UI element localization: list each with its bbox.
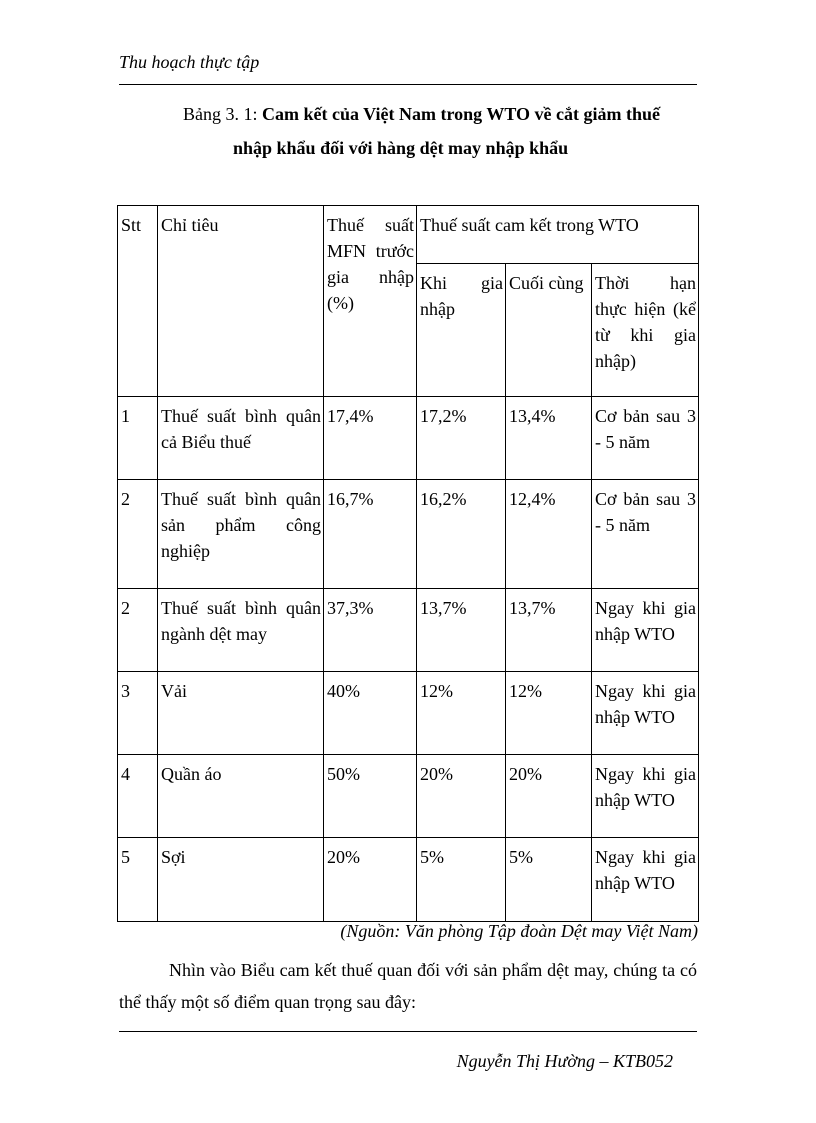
table-header-row [118, 206, 699, 264]
body-paragraph: Nhìn vào Biểu cam kết thuế quan đối với sản phẩm dệt may, chúng ta có thể thấy một số điểm quan trọng sau đây: [119, 960, 697, 1012]
tariff-table [117, 205, 699, 922]
cell-period: Ngay khi gia nhập WTO [592, 838, 699, 922]
cell-mfn: 40% [324, 672, 417, 755]
footer-divider [119, 1031, 697, 1032]
cell-stt: 2 [118, 480, 158, 589]
cell-indicator: Thuế suất bình quân cả Biểu thuế [158, 397, 324, 480]
cell-indicator: Vải [158, 672, 324, 755]
cell-stt: 4 [118, 755, 158, 838]
cell-mfn: 20% [324, 838, 417, 922]
cell-stt: 5 [118, 838, 158, 922]
header-on-join: Khi gia nhập [417, 264, 506, 397]
header-stt: Stt [118, 206, 158, 397]
table-row [118, 672, 699, 755]
cell-period: Ngay khi gia nhập WTO [592, 755, 699, 838]
cell-stt: 3 [118, 672, 158, 755]
cell-period: Cơ bản sau 3 - 5 năm [592, 480, 699, 589]
cell-final: 5% [506, 838, 592, 922]
cell-mfn: 17,4% [324, 397, 417, 480]
cell-on-join: 5% [417, 838, 506, 922]
cell-on-join: 16,2% [417, 480, 506, 589]
table-row [118, 397, 699, 480]
header-mfn: Thuế suất MFN trước gia nhập (%) [324, 206, 417, 397]
cell-mfn: 16,7% [324, 480, 417, 589]
cell-indicator: Thuế suất bình quân ngành dệt may [158, 589, 324, 672]
caption-label: Bảng 3. 1: [183, 104, 258, 124]
cell-mfn: 50% [324, 755, 417, 838]
footer-author: Nguyễn Thị Hường – KTB052 [456, 1051, 673, 1071]
table-source-note: (Nguồn: Văn phòng Tập đoàn Dệt may Việt Nam) [340, 921, 698, 941]
cell-stt: 2 [118, 589, 158, 672]
cell-indicator: Quần áo [158, 755, 324, 838]
header-wto-group: Thuế suất cam kết trong WTO [417, 206, 699, 264]
cell-period: Ngay khi gia nhập WTO [592, 672, 699, 755]
cell-on-join: 17,2% [417, 397, 506, 480]
header-final: Cuối cùng [506, 264, 592, 397]
running-header: Thu hoạch thực tập [119, 52, 260, 72]
table-caption [183, 104, 660, 125]
cell-period: Cơ bản sau 3 - 5 năm [592, 397, 699, 480]
cell-final: 12,4% [506, 480, 592, 589]
table-row [118, 589, 699, 672]
table-row [118, 480, 699, 589]
header-indicator: Chỉ tiêu [158, 206, 324, 397]
cell-indicator: Thuế suất bình quân sản phẩm công nghiệp [158, 480, 324, 589]
table-row [118, 755, 699, 838]
cell-mfn: 37,3% [324, 589, 417, 672]
cell-final: 13,4% [506, 397, 592, 480]
cell-on-join: 20% [417, 755, 506, 838]
cell-indicator: Sợi [158, 838, 324, 922]
cell-stt: 1 [118, 397, 158, 480]
cell-final: 20% [506, 755, 592, 838]
table-row [118, 838, 699, 922]
header-divider [119, 84, 697, 85]
header-period: Thời hạn thực hiện (kể từ khi gia nhập) [592, 264, 699, 397]
cell-final: 13,7% [506, 589, 592, 672]
cell-on-join: 12% [417, 672, 506, 755]
cell-period: Ngay khi gia nhập WTO [592, 589, 699, 672]
cell-on-join: 13,7% [417, 589, 506, 672]
caption-title-line2: nhập khẩu đối với hàng dệt may nhập khẩu [233, 138, 569, 158]
cell-final: 12% [506, 672, 592, 755]
caption-title-line1: Cam kết của Việt Nam trong WTO về cắt giảm thuế [262, 104, 660, 124]
